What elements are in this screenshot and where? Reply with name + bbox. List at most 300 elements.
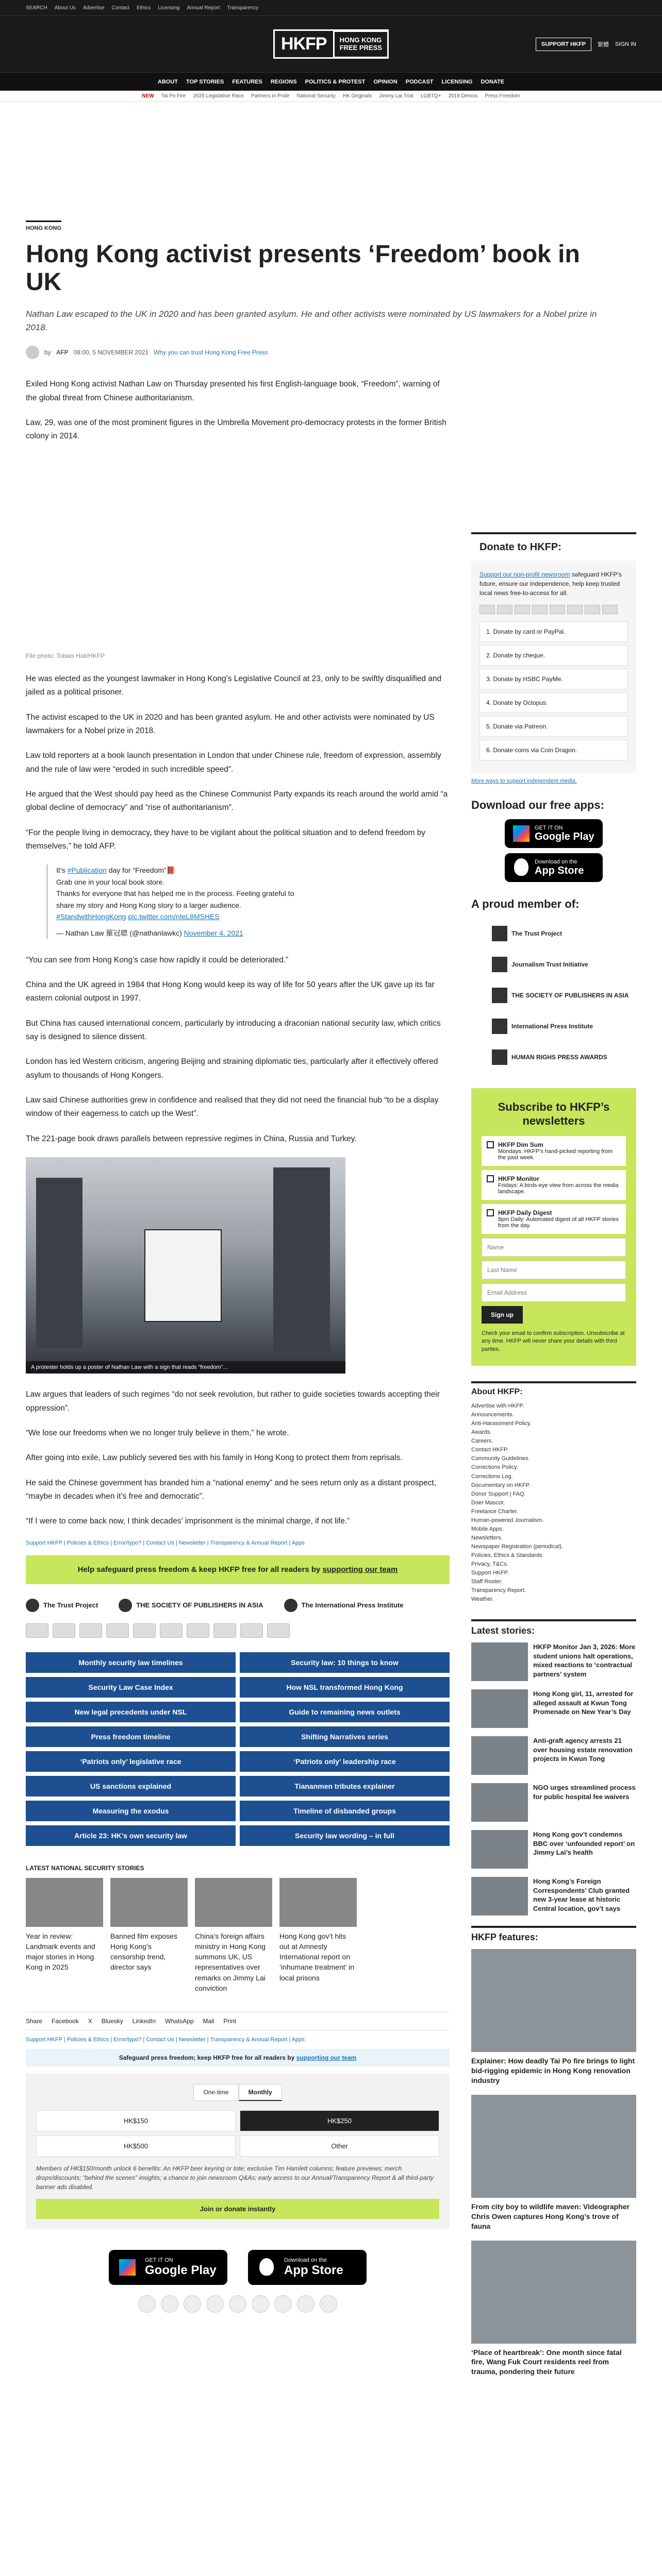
newsletter-note: Check your email to confirm subscription. Unsubscribe at any time. HKFP will never share your details with third parties. [482, 1330, 625, 1352]
logo-line-1: HONG KONG [339, 36, 382, 44]
about-link[interactable]: Transparency Report. [471, 1587, 526, 1594]
donate-intro-text: safeguard HKFP’s future, ensure our independence, help keep trusted local news free-to-access for all. [479, 571, 622, 597]
checkbox[interactable] [487, 1209, 494, 1216]
payment-icon [567, 605, 583, 614]
newsletter-desc: Mondays: HKFP’s hand-picked reporting from the past week. [498, 1148, 613, 1161]
payment-icon[interactable] [213, 1623, 236, 1638]
newsletter-option-text [498, 1209, 621, 1229]
more-ways-link[interactable]: More ways to support independent media. [471, 778, 577, 785]
hashtag-link[interactable]: #StandwithHongKong [56, 912, 126, 921]
sidebar-donate [471, 532, 636, 773]
paragraph: He said the Chinese government has branded him a “national enemy” and he sees return only as a distant prospect, “maybe in decades when it’s free and democratic”. [26, 1478, 437, 1501]
latest-story[interactable] [471, 1642, 636, 1681]
story-thumbnail [471, 1783, 528, 1822]
section-tag[interactable]: HONG KONG [26, 221, 61, 231]
google-play-badge[interactable] [505, 819, 603, 848]
sidebar-ad-space [471, 378, 636, 532]
paragraph: The 221-page book draws parallels between repressive regimes in China, Russia and Turkey. [26, 1134, 357, 1143]
latest-story[interactable] [471, 1736, 636, 1775]
promo-text: Help safeguard press freedom & keep HKFP free for all readers by [77, 1565, 323, 1574]
story-thumbnail [110, 1878, 188, 1927]
paragraph: “You can see from Hong Kong’s case how rapidly it could be deteriorated.” [26, 955, 289, 964]
newsletter-signup [471, 1088, 636, 1366]
payment-icon [550, 605, 565, 614]
story-card[interactable] [110, 1878, 188, 1994]
nav-item[interactable]: LICENSING [441, 78, 473, 85]
author-name[interactable]: AFP [56, 349, 69, 357]
feature-title: ‘Place of heartbreak’: One month since fatal fire, Wang Fuk Court residents reel from trauma, pondering their future [471, 2348, 622, 2376]
article-photo[interactable] [26, 1157, 345, 1374]
explainer-tile[interactable]: Security law wording – in full [240, 1825, 450, 1846]
telegram-icon[interactable] [297, 2295, 315, 2313]
app-badges [26, 2250, 450, 2285]
photo-building [273, 1167, 330, 1353]
nav-item[interactable]: POLITICS & PROTEST [305, 78, 366, 85]
sidebar [471, 378, 636, 2386]
about-hkfp [471, 1381, 636, 1604]
member-name: HUMAN RIGHS PRESS AWARDS [511, 1054, 607, 1061]
about-link[interactable]: Awards. [471, 1429, 492, 1436]
pic-link[interactable]: pic.twitter.com/nIeL8MSHES [128, 912, 220, 921]
badge-big: Google Play [145, 2263, 217, 2278]
about-link[interactable]: Weather. [471, 1596, 494, 1603]
tweet-line: Grab one in your local book store. [56, 877, 165, 886]
payment-icon[interactable] [187, 1623, 209, 1638]
topbar-link[interactable]: Transparency [227, 5, 259, 11]
instagram-icon[interactable] [184, 2295, 201, 2313]
support-link[interactable]: supporting our team [296, 2054, 357, 2062]
trending-link[interactable]: Partners in Pride [251, 93, 290, 99]
explainer-tile[interactable]: How NSL transformed Hong Kong [240, 1677, 450, 1698]
about-link[interactable]: Newspaper Registration (periodical). [471, 1543, 563, 1550]
proud-member-logos [471, 918, 636, 1073]
topbar-link[interactable]: Ethics [136, 5, 151, 11]
about-link[interactable]: Newsletters. [471, 1534, 503, 1541]
member-name: Journalism Trust Initiative [511, 961, 588, 969]
share-facebook[interactable]: Facebook [52, 2018, 79, 2025]
explainer-tile[interactable]: Security law: 10 things to know [240, 1652, 450, 1673]
latest-story[interactable] [471, 1830, 636, 1869]
header-actions [536, 38, 636, 51]
member-logo-icon [492, 988, 507, 1003]
badge-big: App Store [284, 2263, 343, 2278]
share-whatsapp[interactable]: WhatsApp [165, 2018, 194, 2025]
member-logo-icon [492, 926, 507, 941]
logo-wordmark [335, 30, 389, 58]
story-thumbnail [195, 1878, 272, 1927]
promo-link[interactable]: supporting our team [322, 1565, 398, 1574]
about-link[interactable]: Human-powered Journalism. [471, 1517, 544, 1523]
proud-heading: A proud member of: [471, 897, 580, 911]
sign-up-button[interactable]: Sign up [482, 1306, 523, 1324]
newsletter-desc: Fridays: A birds-eye view from across the media landscape. [498, 1182, 619, 1195]
payment-icon [602, 605, 618, 614]
explainer-tile[interactable]: ‘Patriots only’ legislative race [26, 1751, 236, 1772]
hashtag-link[interactable]: #Publication [67, 866, 107, 875]
share-mail[interactable]: Mail [203, 2018, 214, 2025]
tweet-line [56, 927, 450, 939]
share-bluesky[interactable]: Bluesky [101, 2018, 123, 2025]
story-card[interactable] [279, 1878, 357, 1994]
newsletter-desc: 8pm Daily: Automated digest of all HKFP stories from the day. [498, 1216, 619, 1229]
nav-item[interactable]: REGIONS [270, 78, 297, 85]
tweet-line [56, 865, 450, 876]
member-logo-icon [492, 1049, 507, 1065]
tweet-author: — Nathan Law 羅冠聰 (@nathanlawkc) [56, 929, 184, 938]
latest-stories [471, 1619, 636, 1916]
badge-big: Google Play [535, 831, 594, 842]
trending-link[interactable]: 2025 Legislative Race [193, 93, 244, 99]
byline [26, 346, 636, 359]
donate-options [479, 621, 628, 760]
story-thumbnail [279, 1878, 357, 1927]
latest-story[interactable] [471, 1783, 636, 1822]
share-bar [26, 2012, 450, 2030]
paragraph: “We lose our freedoms when we no longer truly believe in them,” he wrote. [26, 1428, 289, 1437]
topbar-link[interactable]: Annual Report [187, 5, 220, 11]
apple-icon [514, 858, 528, 876]
sidebar-donate-heading: Donate to HKFP: [471, 534, 636, 561]
hkfp-logo[interactable] [273, 29, 389, 59]
footer-links-2[interactable]: Support HKFP | Policies & Ethics | Error/typo? | Contact Us | Newsletter | Transparency & Annual Report | Apps [26, 2037, 305, 2043]
youtube-icon[interactable] [206, 2295, 224, 2313]
trending-link[interactable]: HK Originals [342, 93, 372, 99]
rss-icon[interactable] [320, 2295, 337, 2313]
payment-icon[interactable] [133, 1623, 156, 1638]
topbar-link[interactable]: About Us [54, 5, 76, 11]
article-body [26, 378, 450, 2386]
about-link[interactable]: Announcements. [471, 1412, 514, 1418]
trending-link[interactable]: National Security [296, 93, 336, 99]
support-hkfp-button[interactable]: SUPPORT HKFP [536, 38, 591, 51]
member-name: The International Press Institute [301, 1601, 404, 1609]
explainer-tile[interactable]: Press freedom timeline [26, 1726, 236, 1747]
explainer-tile[interactable]: ‘Patriots only’ leadership race [240, 1751, 450, 1772]
logo-mark: HKFP [273, 29, 335, 59]
payment-icon[interactable] [79, 1623, 102, 1638]
about-link[interactable]: Doer Mascot. [471, 1499, 505, 1506]
amount-options [36, 2110, 439, 2157]
about-link[interactable]: Anti-Harassment Policy. [471, 1420, 532, 1427]
topbar-link[interactable]: Contact [111, 5, 129, 11]
trust-icon [26, 1599, 39, 1612]
frequency-toggle [36, 2084, 439, 2101]
explainer-tile[interactable]: Article 23: HK’s own security law [26, 1825, 236, 1846]
payment-icon[interactable] [267, 1623, 290, 1638]
app-store-badge[interactable] [505, 853, 603, 882]
trending-link[interactable]: Tai Po Fire [161, 93, 186, 99]
about-link[interactable]: Corrections Log. [471, 1473, 513, 1480]
newsletter-name: HKFP Dim Sum [498, 1141, 543, 1148]
latest-nsl-heading: LATEST NATIONAL SECURITY STORIES [26, 1864, 144, 1872]
newsletter-option-text [498, 1141, 621, 1161]
donate-widget [26, 2074, 450, 2229]
byline-by: by [44, 349, 51, 357]
newsletter-heading: Subscribe to HKFP’s newsletters [498, 1100, 610, 1127]
feature-card[interactable] [471, 1949, 636, 2086]
story-title: China’s foreign affairs ministry in Hong Kong summons UK, US representatives over remarks on Jimmy Lai conviction [195, 1931, 266, 1993]
member-name: The Trust Project [511, 930, 562, 938]
paragraph: “If I were to come back now, I think decades’ imprisonment is the minimal charge, if not life.” [26, 1517, 350, 1526]
sidebar-app-badges [471, 819, 636, 882]
payment-icon[interactable] [160, 1623, 183, 1638]
footer-links[interactable]: Support HKFP | Policies & Ethics | Error/typo? | Contact Us | Newsletter | Transparency & Annual Report | Apps [26, 1539, 305, 1546]
story-thumbnail [471, 1736, 528, 1775]
monthly-tab[interactable]: Monthly [239, 2084, 282, 2101]
nav-item[interactable]: ABOUT [157, 78, 178, 85]
about-link[interactable]: Support HKFP. [471, 1570, 509, 1577]
badge-small: Download on the [535, 858, 577, 865]
amount-option[interactable]: Other [240, 2136, 439, 2157]
sidebar-payment-icons [479, 605, 628, 614]
feature-title: From city boy to wildlife maven: Videographer Chris Owen captures Hong Kong’s trove of fauna [471, 2202, 630, 2230]
publish-date: 08:00, 5 NOVEMBER 2021 [73, 349, 149, 357]
newsletter-option[interactable] [482, 1204, 626, 1234]
donate-option[interactable]: 5. Donate via Patreon. [479, 716, 628, 737]
threads-icon[interactable] [252, 2295, 269, 2313]
trending-link[interactable]: LGBTQ+ [420, 93, 441, 99]
language-switch[interactable]: 繁體 [598, 41, 609, 48]
feature-card[interactable] [471, 2095, 636, 2231]
story-card[interactable] [26, 1878, 103, 1994]
tweet-text: It’s [56, 866, 68, 875]
feature-image [471, 1949, 636, 2052]
donate-option[interactable]: 2. Donate by cheque. [479, 645, 628, 666]
email-field[interactable] [482, 1283, 626, 1302]
member-logo[interactable] [471, 1042, 636, 1073]
membership-logos [26, 1599, 450, 1612]
payment-icon [497, 605, 512, 614]
share-linkedin[interactable]: LinkedIn [132, 2018, 156, 2025]
story-card[interactable] [195, 1878, 272, 1994]
share-print[interactable]: Print [223, 2018, 237, 2025]
about-link[interactable]: Contact HKFP. [471, 1447, 508, 1453]
story-thumbnail [471, 1877, 528, 1916]
story-thumbnail [471, 1689, 528, 1728]
newsletter-option[interactable] [482, 1170, 626, 1200]
about-link[interactable]: Mobile Apps. [471, 1526, 504, 1532]
amount-option[interactable]: HK$250 [240, 2110, 439, 2131]
trending-link[interactable]: Press Freedom [485, 93, 520, 99]
last-name-field[interactable] [482, 1261, 626, 1279]
features-heading: HKFP features: [471, 1926, 636, 1943]
story-title: NGO urges streamlined process for public hospital fee waivers [533, 1784, 636, 1801]
payment-icon[interactable] [106, 1623, 129, 1638]
trending-bar [0, 91, 662, 102]
sidebar-donate-body [471, 561, 636, 773]
member-logo[interactable] [471, 1011, 636, 1042]
top-utility-bar [0, 0, 662, 15]
payment-icon[interactable] [26, 1623, 48, 1638]
explainer-tile[interactable]: US sanctions explained [26, 1776, 236, 1797]
about-link[interactable]: Privacy, T&Cs. [471, 1561, 508, 1567]
share-x[interactable]: X [88, 2018, 92, 2025]
story-title: Hong Kong’s Foreign Correspondents’ Club granted new 3-year lease at historic Central location, gov’t says [533, 1877, 630, 1912]
checkbox[interactable] [487, 1141, 494, 1148]
explainer-tile[interactable]: Shifting Narratives series [240, 1726, 450, 1747]
donate-option[interactable]: 1. Donate by card or PayPal. [479, 621, 628, 642]
google-play-icon [513, 825, 529, 842]
name-field[interactable] [482, 1238, 626, 1257]
support-bar [26, 2049, 450, 2066]
explainer-tile[interactable]: New legal precedents under NSL [26, 1702, 236, 1722]
explainer-grid [26, 1652, 450, 1846]
feature-title: Explainer: How deadly Tai Po fire brings to light bid-rigging epidemic in Hong Kong renovation industry [471, 2057, 635, 2084]
photo-credit: File photo: Tobias Hall/HKFP [26, 652, 105, 659]
trust-project-logo[interactable] [26, 1599, 98, 1612]
member-name: The Trust Project [43, 1601, 98, 1609]
nav-item[interactable]: OPINION [373, 78, 398, 85]
topbar-link[interactable]: Advertise [82, 5, 105, 11]
about-link[interactable]: Community Guidelines. [471, 1455, 530, 1462]
ipi-logo[interactable] [284, 1599, 404, 1612]
member-logo[interactable] [471, 918, 636, 949]
trending-link[interactable]: 2019 Demos [448, 93, 478, 99]
latest-heading: Latest stories: [471, 1619, 636, 1636]
tweet-line [56, 911, 450, 922]
about-link[interactable]: Corrections Policy. [471, 1464, 518, 1471]
newsletter-option-text [498, 1175, 621, 1195]
donate-option[interactable]: 3. Donate by HSBC PayMe. [479, 669, 628, 689]
latest-story[interactable] [471, 1689, 636, 1728]
explainer-tile[interactable]: Guide to remaining news outlets [240, 1702, 450, 1722]
paragraph: “For the people living in democracy, they have to be vigilant about the political situation and to defend freedom by themselves,” he told AFP. [26, 828, 426, 851]
amount-option[interactable]: HK$150 [36, 2110, 236, 2131]
one-time-tab[interactable]: One-time [193, 2084, 238, 2101]
payment-icons [26, 1623, 450, 1638]
embedded-tweet [46, 865, 450, 939]
logo-line-2: FREE PRESS [339, 43, 382, 52]
member-name: THE SOCIETY OF PUBLISHERS IN ASIA [136, 1601, 263, 1609]
feature-image [471, 2241, 636, 2344]
paragraph: Law told reporters at a book launch presentation in London that under Chinese rule, freedom of expression, assembly and the rule of law were “eroded in such incredible speed”. [26, 751, 441, 774]
payment-icon[interactable] [53, 1623, 75, 1638]
about-link[interactable]: Freelance Charter. [471, 1508, 519, 1515]
sign-in-link[interactable]: SIGN IN [615, 41, 636, 47]
paragraph: The activist escaped to the UK in 2020 and has been granted asylum. He and other activists were nominated by US lawmakers for a Nobel prize in 2018. [26, 713, 435, 735]
about-link[interactable]: Careers. [471, 1438, 493, 1445]
tweet-date-link[interactable]: November 4, 2021 [184, 929, 243, 938]
paragraph: He was elected as the youngest lawmaker in Hong Kong’s Legislative Council at 23, only to be swiftly disqualified and jailed as a political prisoner. [26, 674, 442, 697]
sopa-logo[interactable] [119, 1599, 263, 1612]
about-link[interactable]: Policies, Ethics & Standards. [471, 1552, 544, 1558]
social-icons [26, 2295, 450, 2313]
member-logo[interactable] [471, 980, 636, 1011]
payment-icon[interactable] [240, 1623, 263, 1638]
about-link[interactable]: Advertise with HKFP. [471, 1403, 524, 1410]
article-subtitle: Nathan Law escaped to the UK in 2020 and has been granted asylum. He and other activists were nominated by US lawmakers for a Nobel prize in 2018. [26, 309, 597, 332]
apple-icon [259, 2258, 274, 2276]
main-nav [0, 72, 662, 91]
payment-icon [515, 605, 530, 614]
bluesky-icon[interactable] [274, 2295, 292, 2313]
story-thumbnail [471, 1642, 528, 1681]
badge-big: App Store [535, 865, 584, 876]
trending-link[interactable]: Jimmy Lai Trial [379, 93, 413, 99]
member-benefits: Members of HK$150/month unlock 6 benefits: An HKFP beer keyring or tote; exclusive Tim Hamlett columns; feature previews; merch drops/discounts; “behind the scenes” insights; a chance to join newsroom Q&As; early access to our Annual/Transparency Report & all third-party banner ads disabled. [36, 2165, 434, 2191]
paragraph: Law said Chinese authorities grew in confidence and realised that they did not need the financial hub “to be a display window of their eagerness to catch up the West”. [26, 1096, 439, 1118]
topbar-link[interactable]: Licensing [158, 5, 180, 11]
explainer-tile[interactable]: Timeline of disbanded groups [240, 1801, 450, 1821]
tweet-line: share my story and Hong Kong story to a larger audience. [56, 901, 241, 909]
donate-option[interactable]: 4. Donate by Octopus. [479, 692, 628, 713]
nav-item[interactable]: PODCAST [405, 78, 434, 85]
explainer-tile[interactable]: Security Law Case Index [26, 1677, 236, 1698]
about-heading: About HKFP: [471, 1381, 636, 1397]
badge-small: Download on the [284, 2257, 327, 2264]
explainer-tile[interactable]: Monthly security law timelines [26, 1652, 236, 1673]
explainer-tile[interactable]: Tiananmen tributes explainer [240, 1776, 450, 1797]
trust-link[interactable]: Why you can trust Hong Kong Free Press [154, 349, 268, 357]
nav-item[interactable]: DONATE [481, 78, 505, 85]
latest-story[interactable] [471, 1877, 636, 1916]
tweet-line: Thanks for everyone that has helped me in the process. Feeling grateful to [56, 889, 294, 898]
donate-option[interactable]: 6. Donate coins via Coin Dragon. [479, 740, 628, 760]
member-name: International Press Institute [511, 1023, 593, 1030]
paragraph: After going into exile, Law publicly severed ties with his family in Hong Kong to protect them from reprisals. [26, 1453, 403, 1463]
checkbox[interactable] [487, 1175, 494, 1182]
story-title: Hong Kong gov’t hits out at Amnesty International report on ‘inhumane treatment’ in local prisons [279, 1931, 355, 1982]
paragraph: London has led Western criticism, angering Beijing and straining diplomatic ties, particularly after it effectively offered asylum to thousands of Hong Kongers. [26, 1057, 438, 1080]
paragraph: Law, 29, was one of the most prominent figures in the Umbrella Movement pro-democracy protests in the former British colony in 2014. [26, 418, 446, 441]
donate-intro-link[interactable]: Support our non-profit newsroom [479, 571, 570, 579]
paragraph: Exiled Hong Kong activist Nathan Law on Thursday presented his first English-language book, “Freedom”, warning of the global threat from Chinese authoritarianism. [26, 380, 440, 402]
page-content [26, 102, 636, 2386]
newsletter-name: HKFP Daily Digest [498, 1209, 552, 1216]
google-play-badge[interactable] [109, 2250, 227, 2285]
paragraph: But China has caused international concern, particularly by introducing a draconian national security law, which critics say is designed to silence dissent. [26, 1019, 441, 1042]
story-title: Year in review: Landmark events and major stories in Hong Kong in 2025 [26, 1931, 95, 1972]
two-column-layout [26, 378, 636, 2386]
story-thumbnail [471, 1830, 528, 1869]
facebook-icon[interactable] [138, 2295, 156, 2313]
newsletter-name: HKFP Monitor [498, 1175, 539, 1182]
nav-item[interactable]: FEATURES [232, 78, 262, 85]
about-link[interactable]: Donor Support | FAQ. [471, 1490, 526, 1497]
app-store-badge[interactable] [248, 2250, 367, 2285]
photo-caption: A protester holds up a poster of Nathan Law with a sign that reads “freedom”... [26, 1361, 345, 1374]
join-button[interactable]: Join or donate instantly [36, 2199, 439, 2219]
article-title: Hong Kong activist presents ‘Freedom’ book in UK [26, 241, 580, 296]
story-title: HKFP Monitor Jan 3, 2026: More student unions halt operations, mixed reactions to ‘contractual partners’ system [533, 1643, 636, 1678]
member-logo-icon [492, 957, 507, 972]
paragraph: He argued that the West should pay heed as the Chinese Communist Party expands its reach around the world amid “a global decline of democracy” and “rise of authoritarianism”. [26, 790, 448, 812]
about-link[interactable]: Documentary on HKFP. [471, 1482, 531, 1488]
member-logo-icon [492, 1019, 507, 1034]
author-avatar [26, 346, 39, 359]
member-logo[interactable] [471, 949, 636, 980]
nav-item[interactable]: TOP STORIES [186, 78, 224, 85]
amount-option[interactable]: HK$500 [36, 2136, 236, 2157]
about-link[interactable]: Staff Roster. [471, 1579, 503, 1585]
payment-icon [479, 605, 495, 614]
about-list [471, 1402, 636, 1604]
paragraph: China and the UK agreed in 1984 that Hong Kong would keep its way of life for 50 years after the UK gave up its far eastern colonial outpost in 1997. [26, 980, 435, 1003]
support-text: Safeguard press freedom; keep HKFP free for all readers by [119, 2054, 296, 2062]
ipi-icon [284, 1599, 297, 1612]
hkfp-features [471, 1926, 636, 2377]
feature-card[interactable] [471, 2241, 636, 2377]
newsletter-option[interactable] [482, 1136, 626, 1166]
search-link[interactable]: SEARCH [26, 5, 47, 11]
x-icon[interactable] [161, 2295, 178, 2313]
explainer-tile[interactable]: Measuring the exodus [26, 1801, 236, 1821]
tweet-text: day for “Freedom”📕 [106, 866, 176, 875]
story-title: Anti-graft agency arrests 21 over housing estate renovation projects in Kwun Tong [533, 1737, 633, 1763]
story-title: Hong Kong girl, 11, arrested for alleged assault at Kwun Tong Promenade on New Year’s Day [533, 1690, 634, 1716]
linkedin-icon[interactable] [229, 2295, 246, 2313]
donate-intro [479, 570, 628, 598]
